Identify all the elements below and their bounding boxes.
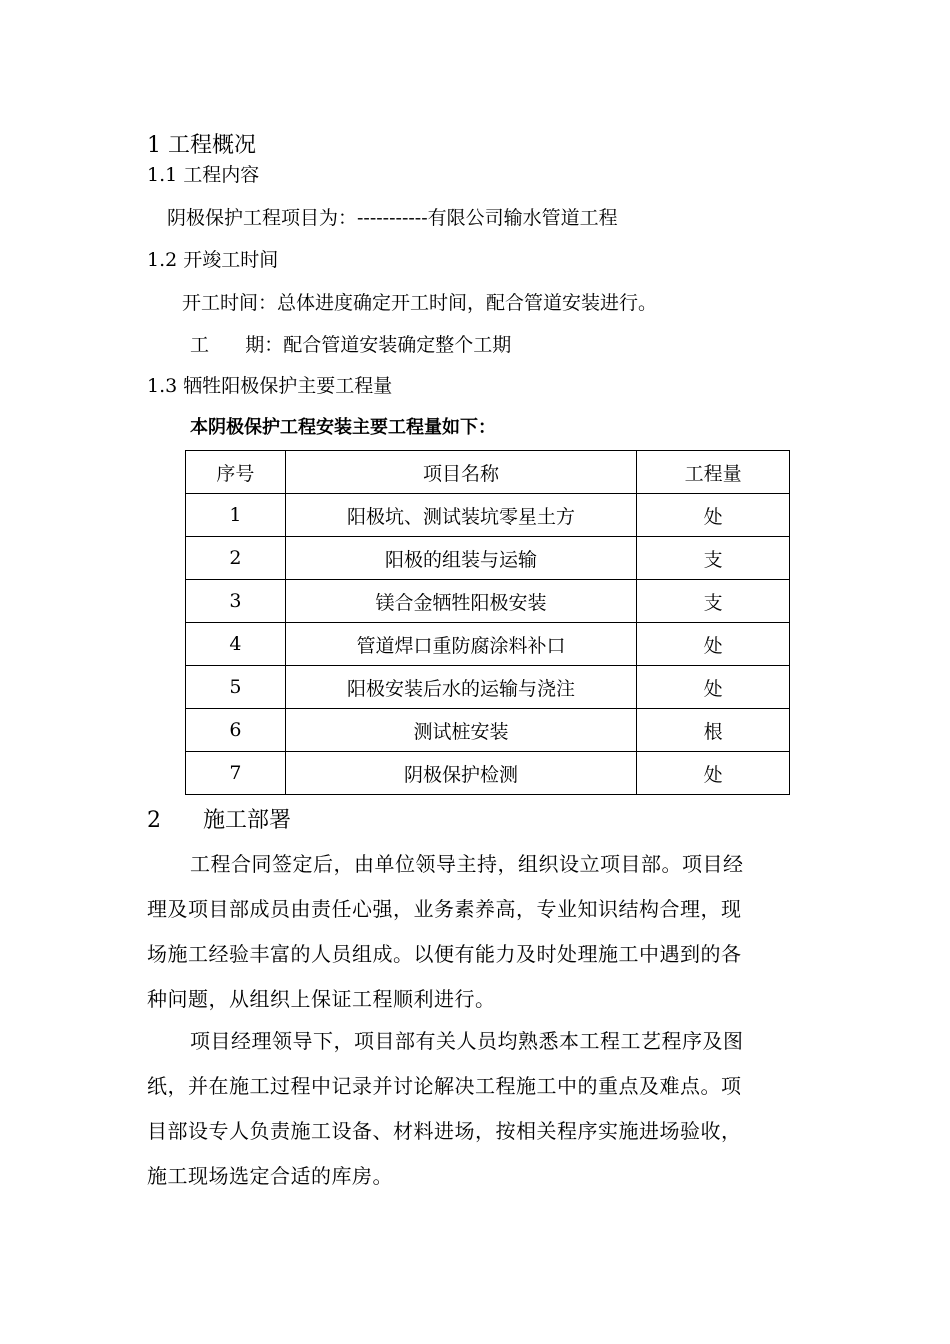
row-item-name: 管道焊口重防腐涂料补口: [285, 623, 636, 666]
project-content-text: 阴极保护工程项目为：-----------有限公司输水管道工程: [167, 207, 618, 229]
section-1-2-heading: 1.2 开竣工时间: [147, 249, 279, 271]
header-item-name: 项目名称: [285, 451, 636, 494]
row-quantity-unit: 处: [637, 666, 790, 709]
table-row: [186, 494, 790, 537]
header-index: 序号: [186, 451, 286, 494]
quantity-table: [185, 450, 790, 795]
table-row: [186, 537, 790, 580]
paragraph-line: 项目经理领导下，项目部有关人员均熟悉本工程工艺程序及图: [190, 1029, 744, 1053]
row-item-name: 镁合金牺牲阳极安装: [285, 580, 636, 623]
start-time-text: 开工时间：总体进度确定开工时间，配合管道安装进行。: [182, 292, 658, 314]
row-index: 1: [186, 494, 286, 537]
row-index: 7: [186, 752, 286, 795]
section-1-3-heading: 1.3 牺牲阳极保护主要工程量: [147, 375, 393, 397]
row-quantity-unit: 根: [637, 709, 790, 752]
row-quantity-unit: 支: [637, 580, 790, 623]
table-row: [186, 623, 790, 666]
paragraph-line: 工程合同签定后，由单位领导主持，组织设立项目部。项目经: [190, 852, 744, 876]
paragraph-line: 场施工经验丰富的人员组成。以便有能力及时处理施工中遇到的各: [147, 942, 742, 966]
row-item-name: 阳极安装后水的运输与浇注: [285, 666, 636, 709]
table-row: [186, 709, 790, 752]
row-index: 4: [186, 623, 286, 666]
paragraph-line: 纸，并在施工过程中记录并讨论解决工程施工中的重点及难点。项: [147, 1074, 742, 1098]
duration-text: 工 期：配合管道安装确定整个工期: [190, 334, 512, 356]
table-row: [186, 580, 790, 623]
row-item-name: 阳极的组装与运输: [285, 537, 636, 580]
section-2-heading: 2 施工部署: [147, 808, 291, 833]
paragraph-line: 种问题，从组织上保证工程顺利进行。: [147, 987, 496, 1011]
row-index: 3: [186, 580, 286, 623]
row-quantity-unit: 处: [637, 494, 790, 537]
paragraph-line: 目部设专人负责施工设备、材料进场，按相关程序实施进场验收，: [147, 1119, 742, 1143]
header-quantity: 工程量: [637, 451, 790, 494]
table-row: [186, 666, 790, 709]
row-item-name: 测试桩安装: [285, 709, 636, 752]
section-1-1-heading: 1.1 工程内容: [147, 164, 260, 186]
row-index: 2: [186, 537, 286, 580]
table-caption: 本阴极保护工程安装主要工程量如下：: [190, 417, 496, 438]
row-quantity-unit: 处: [637, 752, 790, 795]
row-item-name: 阴极保护检测: [285, 752, 636, 795]
row-quantity-unit: 支: [637, 537, 790, 580]
row-quantity-unit: 处: [637, 623, 790, 666]
paragraph-line: 理及项目部成员由责任心强，业务素养高，专业知识结构合理，现: [147, 897, 742, 921]
section-1-heading: 1 工程概况: [147, 133, 256, 158]
paragraph-line: 施工现场选定合适的库房。: [147, 1164, 393, 1188]
table-row: [186, 752, 790, 795]
row-index: 6: [186, 709, 286, 752]
row-item-name: 阳极坑、测试装坑零星土方: [285, 494, 636, 537]
table-header-row: [186, 451, 790, 494]
row-index: 5: [186, 666, 286, 709]
